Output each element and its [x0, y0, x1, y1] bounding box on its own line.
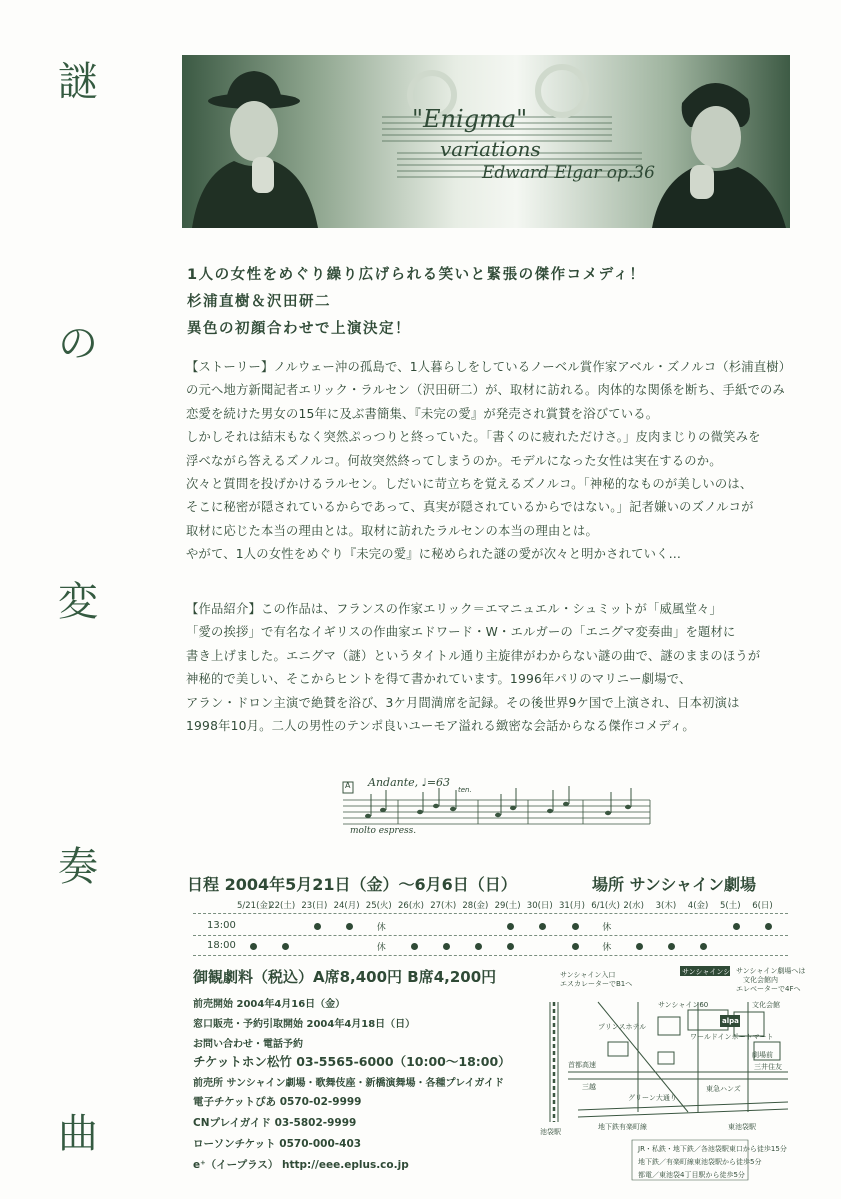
performance-dot [475, 943, 482, 950]
performance-dot [282, 943, 289, 950]
schedule-table [193, 895, 793, 957]
map-access-line: JR・私鉄・地下鉄／各池袋駅東口から徒歩15分 [638, 1145, 787, 1153]
schedule-date: 23(日) [301, 901, 328, 911]
map-label-theatre-note: エレベーターで4Fへ [736, 985, 801, 993]
schedule-date: 25(火) [365, 901, 392, 911]
title-char: 変 [58, 579, 98, 625]
schedule-date: 30(日) [526, 901, 553, 911]
map-label-world-import: ワールドインポートマート [690, 1033, 774, 1041]
map-label-theatre-note: サンシャイン劇場へは [736, 967, 806, 975]
rest-day-label: 休 [376, 943, 386, 953]
schedule-dates: 日程 2004年5月21日（金）～6月6日（日） [187, 875, 517, 894]
story-line: 【ストーリー】ノルウェー沖の孤島で、1人暮らしをしているノーベル賞作家アベル・ズノルコ（杉浦直樹） [186, 360, 792, 374]
story-line: 次々と質問を投げかけるラルセン。しだいに苛立ちを覚えるズノルコ。「神秘的なものが美しいのは、 [186, 477, 753, 492]
schedule-date: 3(木) [655, 901, 677, 911]
banner-composer: Edward Elgar op.36 [482, 163, 655, 183]
schedule-date: 26(水) [398, 901, 424, 911]
ticket-hotline: チケットホン松竹 03-5565-6000（10:00～18:00） [193, 1054, 511, 1069]
title-char: 奏 [58, 844, 98, 890]
ticket-lawson: ローソンチケット 0570-000-403 [193, 1138, 362, 1150]
window-sales: 窓口販売・予約引取開始 2004年4月18日（日） [193, 1019, 416, 1030]
access-map [538, 962, 806, 1184]
story-section [186, 356, 792, 567]
intro-line: 【作品紹介】この作品は、フランスの作家エリック＝エマニュエル・シュミットが「威風堂々」 [186, 602, 723, 616]
map-label-mitsukoshi: 三越 [582, 1083, 596, 1091]
performance-dot [668, 943, 675, 950]
contact-label: お問い合わせ・電話予約 [193, 1039, 303, 1050]
map-label-sunshine60: サンシャイン60 [658, 1001, 709, 1009]
performance-dot [346, 923, 353, 930]
rest-day-label: 休 [602, 943, 612, 953]
banner-title-variations: variations [440, 137, 541, 161]
story-line: 取材に応じた本当の理由とは。取材に訪れたラルセンの本当の理由とは。 [186, 523, 599, 538]
score-tenuto: ten. [458, 786, 472, 794]
performance-dot [539, 923, 546, 930]
headline-2: 杉浦直樹＆沢田研二 [187, 294, 331, 310]
score-rehearsal-mark: A [345, 781, 351, 790]
score-excerpt [338, 776, 658, 844]
map-label-ikebukuro-station: 池袋駅 [540, 1128, 561, 1136]
map-label-entrance: サンシャイン入口 [560, 971, 616, 979]
map-label-higashi-ikebukuro: 東池袋駅 [728, 1123, 756, 1131]
intro-line: 「愛の挨拶」で有名なイギリスの作曲家エドワード・W・エルガーの「エニグマ変奏曲」を題材に [186, 625, 736, 640]
schedule-time: 18:00 [207, 940, 236, 951]
performance-dot [507, 923, 514, 930]
map-label-subway: 地下鉄有楽町線 [598, 1123, 647, 1131]
title-char: の [58, 321, 98, 367]
performance-dot [700, 943, 707, 950]
performance-dot [443, 943, 450, 950]
performance-dot [765, 923, 772, 930]
map-label-culture-hall: 文化会館 [752, 1001, 780, 1009]
ticket-price: 御観劇料（税込）A席8,400円 B席4,200円 [193, 968, 497, 986]
performance-dot [572, 923, 579, 930]
rest-day-label: 休 [376, 923, 386, 933]
performance-dot [572, 943, 579, 950]
map-label-prince-hotel: プリンスホテル [598, 1023, 647, 1031]
performance-dot [250, 943, 257, 950]
schedule-date: 5(土) [720, 901, 741, 911]
story-line: やがて、1人の女性をめぐり『未完の愛』に秘められた謎の愛が次々と明かされていく… [186, 547, 682, 562]
headline-3: 異色の初顔合わせで上演決定！ [187, 321, 411, 337]
map-label-tokyu-hands: 東急ハンズ [706, 1085, 741, 1093]
schedule-divider [193, 955, 788, 956]
schedule-date: 24(月) [333, 901, 360, 911]
schedule-divider [193, 913, 788, 914]
story-line: 恋愛を続けた男女の15年に及ぶ書簡集、『未完の愛』が発売され賞賛を浴びている。 [186, 406, 659, 421]
schedule-date: 2(水) [623, 901, 644, 911]
intro-line: 1998年10月。二人の男性のテンポ良いユーモア溢れる緻密な会話からなる傑作コメディ。 [186, 719, 695, 734]
schedule-venue: 場所 サンシャイン劇場 [592, 875, 757, 894]
headline-1: 1人の女性をめぐり繰り広げられる笑いと緊張の傑作コメディ！ [187, 267, 646, 283]
intro-line: 神秘的で美しい、そこからヒントを得て書かれています。1996年パリのマリニー劇場で、 [186, 672, 692, 687]
map-label-escalator: エスカレーターでB1へ [560, 980, 633, 988]
schedule-date: 29(土) [494, 901, 521, 911]
intro-section [186, 598, 766, 738]
performance-dot [314, 923, 321, 930]
intro-line: アラン・ドロン主演で絶賛を浴び、3ケ月間満席を記録。その後世界9ケ国で上演され、日本初演は [186, 695, 740, 710]
schedule-date: 6/1(火) [591, 901, 620, 911]
schedule-date: 5/21(金) [237, 901, 272, 911]
banner-title-enigma: "Enigma" [412, 105, 528, 133]
title-char: 謎 [58, 59, 98, 105]
ticket-eplus: e⁺（イープラス） http://eee.eplus.co.jp [193, 1159, 409, 1171]
map-label-bus: 劇場前 [752, 1051, 773, 1059]
ticket-cn: CNプレイガイド 03-5802-9999 [193, 1117, 357, 1129]
schedule-date: 4(金) [687, 901, 709, 911]
ticket-pia: 電子チケットぴあ 0570-02-9999 [193, 1096, 362, 1108]
schedule-date: 28(金) [462, 901, 489, 911]
ticket-outlets: 前売所 サンシャイン劇場・歌舞伎座・新橋演舞場・各種プレイガイド [193, 1078, 505, 1089]
score-dynamics: molto espress. [350, 826, 417, 836]
performance-dot [636, 943, 643, 950]
schedule-time: 13:00 [207, 920, 236, 931]
schedule-date: 31(月) [559, 901, 585, 911]
map-access-line: 地下鉄／有楽町線東池袋駅から徒歩5分 [638, 1158, 762, 1166]
performance-dot [733, 923, 740, 930]
performance-dot [507, 943, 514, 950]
map-label-alpa: alpa [722, 1017, 739, 1025]
title-char: 曲 [58, 1111, 98, 1157]
map-label-green-street: グリーン大通り [628, 1094, 677, 1102]
story-line: の元へ地方新聞記者エリック・ラルセン（沢田研二）が、取材に訪れる。肉体的な関係を断ち、手紙でのみ [186, 383, 785, 398]
schedule-divider [193, 935, 788, 936]
story-line: そこに秘密が隠されているからであって、真実が隠されているからではない。」記者嫌いのズノルコが [186, 500, 754, 515]
story-line: しかしそれは結末もなく突然ぷっつりと終っていた。「書くのに疲れただけさ。」皮肉まじりの微笑みを [186, 430, 761, 445]
score-tempo: Andante, ♩=63 [368, 776, 451, 789]
schedule-date: 22(土) [269, 901, 296, 911]
map-label-highway: 首都高速 [568, 1061, 596, 1069]
schedule-heading [187, 872, 757, 895]
banner-photo [182, 55, 790, 228]
presale-date: 前売開始 2004年4月16日（金） [193, 999, 346, 1010]
map-access-line: 都電／東池袋4丁目駅から徒歩5分 [638, 1171, 745, 1179]
story-line: 浮べながら答えるズノルコ。何故突然終ってしまうのか。モデルになった女性は実在するのか。 [186, 453, 722, 468]
schedule-date: 6(日) [752, 901, 773, 911]
map-label-theatre-note: 文化会館内 [743, 976, 778, 984]
intro-line: 書き上げました。エニグマ（謎）というタイトル通り主旋律がわからない謎の曲で、謎のままのほうが [186, 648, 761, 663]
rest-day-label: 休 [602, 923, 612, 933]
schedule-date: 27(木) [430, 901, 457, 911]
map-label-sunshine-city: サンシャインシティ [682, 968, 744, 976]
map-label-bank: 三井住友 [754, 1063, 782, 1071]
performance-dot [411, 943, 418, 950]
